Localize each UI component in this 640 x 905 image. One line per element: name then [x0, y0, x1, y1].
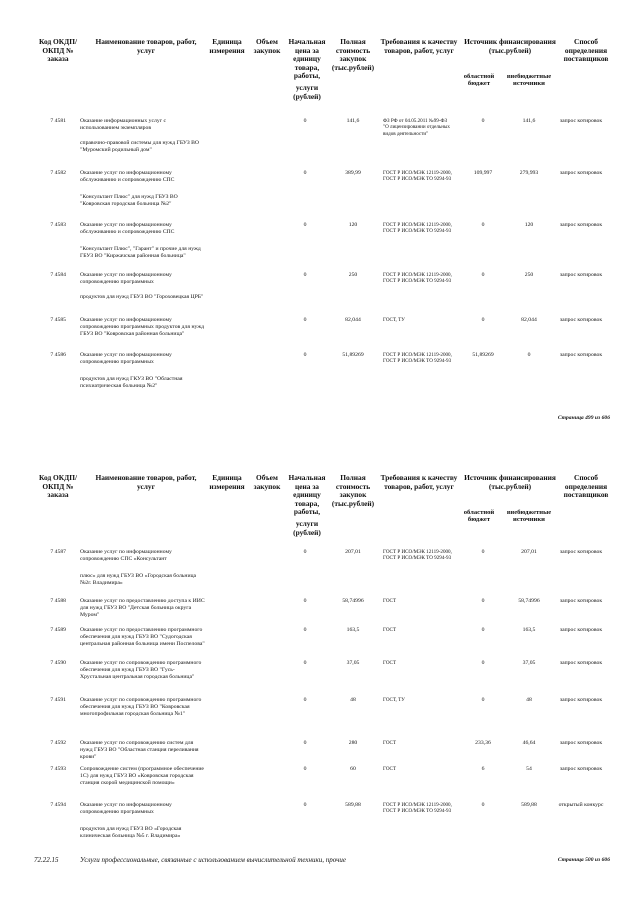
row-price: 0 [303, 352, 307, 358]
row-extra: 48 [526, 697, 532, 703]
row-extra: 589,88 [521, 802, 537, 808]
row-requirements: ГОСТ Р ИСО/МЭК 12119-2000, ГОСТ Р ИСО/МЭК ТО 9294-93 [383, 549, 452, 562]
row-method: запрос котировок [559, 272, 603, 278]
row-code: 7 4583 [50, 222, 66, 228]
row-price: 0 [303, 549, 307, 555]
header-funding: Источник финансирования (тыс.рублей) [464, 37, 556, 55]
row-requirements: ГОСТ [383, 598, 397, 604]
row-regional: 0 [481, 802, 485, 808]
row-regional: 6 [481, 766, 485, 772]
row-name: Оказание услуг по сопровождению программного обеспечения для нужд ГБУЗ ВО "Ковровская многопрофильная городская больница №1" [80, 697, 202, 718]
row-requirements: ГОСТ [383, 627, 397, 633]
row-regional: 109,997 [473, 170, 493, 176]
row-name: Оказание информационных услуг с использованием экземпляров [80, 118, 167, 132]
header-funding-regional: областной бюджет [463, 509, 495, 524]
row-extra: 82,044 [521, 317, 537, 323]
header-method: Способ определения поставщиков [563, 37, 609, 64]
row-full-cost: 141,6 [346, 118, 360, 124]
row-extra: 58,74996 [518, 598, 540, 604]
row-price: 0 [303, 170, 307, 176]
row-extra: 46,64 [522, 740, 536, 746]
header-name: Наименование товаров, работ, услуг [95, 473, 197, 491]
row-name-cont: продуктов для нужд ГКУЗ ВО "Областная психиатрическая больница №2" [80, 376, 183, 390]
row-price: 0 [303, 766, 307, 772]
row-requirements: ГОСТ [383, 740, 397, 746]
header-requirements: Требования к качеству товаров, работ, услуг [380, 473, 458, 491]
row-requirements: ГОСТ Р ИСО/МЭК 12119-2000, ГОСТ Р ИСО/МЭК ТО 9294-93 [383, 352, 452, 365]
header-name: Наименование товаров, работ, услуг [95, 37, 197, 55]
row-extra: 120 [524, 222, 534, 228]
row-price: 0 [303, 118, 307, 124]
row-full-cost: 163,5 [346, 627, 360, 633]
header-price: Начальная цена за единицу товара, работы, [288, 37, 326, 81]
header-funding-extra: внебюджетные источники [506, 73, 552, 88]
okpd-code: 72.22.15 [34, 856, 59, 864]
row-code: 7 4586 [50, 352, 66, 358]
row-name: Оказание услуг по информационному обслуживанию и сопровождению СПС [80, 222, 175, 236]
row-method: запрос котировок [559, 317, 603, 323]
row-full-cost: 51,89269 [342, 352, 364, 358]
row-name: Оказание услуг по сопровождению программного обеспечения для нужд ГБУЗ ВО "Гусь-Хрустальная центральная городская больница" [80, 660, 202, 681]
row-code: 7 4582 [50, 170, 66, 176]
row-name-cont: продуктов для нужд ГБУЗ ВО "Гороховецкая ЦРБ" [80, 294, 204, 300]
row-method: запрос котировок [559, 118, 603, 124]
row-code: 7 4584 [50, 272, 66, 278]
header-funding-extra: внебюджетные источники [506, 509, 552, 524]
row-extra: 37,05 [522, 660, 536, 666]
row-extra: 207,01 [521, 549, 537, 555]
row-full-cost: 82,044 [345, 317, 361, 323]
row-name: Оказание услуг по информационному сопровождению программных [80, 352, 172, 366]
row-code: 7 4592 [50, 740, 66, 746]
row-method: запрос котировок [559, 352, 603, 358]
row-name: Оказание услуг по информационному сопровождению программных [80, 272, 172, 286]
row-full-cost: 120 [348, 222, 358, 228]
header-unit: Единица измерения [209, 473, 245, 491]
row-method: запрос котировок [559, 170, 603, 176]
row-name-cont: продуктов для нужд ГБУЗ ВО «Городская клиническая больница №5 г. Владимира» [80, 826, 182, 840]
row-name: Сопровождение систем (программное обеспечение 1С) для нужд ГБУЗ ВО «Ковровская городская станция скорой медицинской помощи» [80, 766, 204, 787]
row-price: 0 [303, 317, 307, 323]
row-method: запрос котировок [559, 697, 603, 703]
row-requirements: ГОСТ, ТУ [383, 697, 405, 703]
row-method: запрос котировок [559, 627, 603, 633]
header-full-cost: Полная стоимость закупок (тыс.рублей) [331, 473, 375, 508]
row-full-cost: 207,01 [345, 549, 361, 555]
row-requirements: ГОСТ Р ИСО/МЭК 12119-2000, ГОСТ Р ИСО/МЭК ТО 9294-93 [383, 272, 452, 285]
header-code: Код ОКДП/ ОКПД № заказа [38, 37, 78, 64]
row-method: запрос котировок [559, 740, 603, 746]
row-method: открытый конкурс [558, 802, 604, 808]
row-price: 0 [303, 740, 307, 746]
row-name: Оказание услуг по предоставлению доступа к ИИС для нужд ГБУЗ ВО "Детская больница округа Муром" [80, 598, 205, 619]
row-price: 0 [303, 598, 307, 604]
row-code: 7 4585 [50, 317, 66, 323]
row-requirements: ГОСТ [383, 660, 397, 666]
header-method: Способ определения поставщиков [563, 473, 609, 500]
row-method: запрос котировок [559, 766, 603, 772]
header-price-tail: услуги (рублей) [293, 519, 321, 537]
row-name: Оказание услуг по предоставлению программного обеспечения для нужд ГБУЗ ВО "Судогодская центральная районная больница имени Поспелова" [80, 627, 205, 648]
header-volume: Объем закупок [253, 473, 281, 491]
row-regional: 0 [481, 222, 485, 228]
row-name: Оказание услуг по информационному обслуживанию и сопровождению СПС [80, 170, 175, 184]
row-regional: 0 [481, 317, 485, 323]
row-code: 7 4590 [50, 660, 66, 666]
row-name-cont: "Консультант Плюс" для нужд ГБУЗ ВО "Ковровская городская больница №2" [80, 194, 178, 208]
row-name-cont: "Консультант Плюс", "Гарант" и прочие для нужд ГБУЗ ВО "Киржачская районная больница" [80, 246, 201, 260]
row-regional: 0 [481, 660, 485, 666]
row-extra: 279,993 [519, 170, 539, 176]
row-name: Оказание услуг по информационному сопровождению программных [80, 802, 172, 816]
row-full-cost: 37,05 [346, 660, 360, 666]
row-price: 0 [303, 222, 307, 228]
row-method: запрос котировок [559, 549, 603, 555]
row-requirements: ГОСТ Р ИСО/МЭК 12119-2000, ГОСТ Р ИСО/МЭК ТО 9294-93 [383, 170, 452, 183]
row-code: 7 4593 [50, 766, 66, 772]
row-regional: 0 [481, 598, 485, 604]
row-name: Оказание услуг по информационному сопровождению СПС «Консультант [80, 549, 172, 563]
row-code: 7 4588 [50, 598, 66, 604]
row-code: 7 4587 [50, 549, 66, 555]
row-price: 0 [303, 272, 307, 278]
row-code: 7 4594 [50, 802, 66, 808]
header-funding: Источник финансирования (тыс.рублей) [464, 473, 556, 491]
header-unit: Единица измерения [209, 37, 245, 55]
row-full-cost: 60 [350, 766, 356, 772]
row-code: 7 4591 [50, 697, 66, 703]
row-regional: 0 [481, 627, 485, 633]
row-method: запрос котировок [559, 660, 603, 666]
row-full-cost: 250 [348, 272, 358, 278]
row-full-cost: 280 [348, 740, 358, 746]
header-volume: Объем закупок [253, 37, 281, 55]
row-method: запрос котировок [559, 598, 603, 604]
row-requirements: ГОСТ Р ИСО/МЭК 12119-2000, ГОСТ Р ИСО/МЭК ТО 9294-93 [383, 222, 452, 235]
row-price: 0 [303, 802, 307, 808]
row-full-cost: 58,74996 [342, 598, 364, 604]
row-full-cost: 389,99 [345, 170, 361, 176]
row-extra: 0 [527, 352, 531, 358]
header-requirements: Требования к качеству товаров, работ, услуг [380, 37, 458, 55]
row-full-cost: 48 [350, 697, 356, 703]
header-price-tail: услуги (рублей) [293, 83, 321, 101]
row-requirements: ГОСТ Р ИСО/МЭК 12119-2000, ГОСТ Р ИСО/МЭК ТО 9294-93 [383, 802, 452, 815]
row-code: 7 4581 [50, 118, 66, 124]
row-extra: 163,5 [522, 627, 536, 633]
header-funding-regional: областной бюджет [463, 73, 495, 88]
row-regional: 0 [481, 697, 485, 703]
header-full-cost: Полная стоимость закупок (тыс.рублей) [331, 37, 375, 72]
row-regional: 0 [481, 118, 485, 124]
row-price: 0 [303, 627, 307, 633]
row-code: 7 4589 [50, 627, 66, 633]
page2-page-number: Страница 500 из 606 [557, 857, 610, 863]
row-regional: 51,89269 [472, 352, 494, 358]
row-price: 0 [303, 660, 307, 666]
row-requirements: ФЗ РФ от 04.05.2011 №99-ФЗ "О лицензировании отдельных видов деятельности" [383, 118, 450, 137]
page1-page-number: Страница 499 из 606 [557, 415, 610, 421]
header-code: Код ОКДП/ ОКПД № заказа [38, 473, 78, 500]
row-requirements: ГОСТ [383, 766, 397, 772]
okpd-description: Услуги профессиональные, связанные с использованием вычислительной техники, прочие [80, 856, 347, 864]
row-name: Оказание услуг по сопровождению систем для нужд ГБУЗ ВО "Областная станция переливания крови" [80, 740, 199, 761]
row-regional: 233,36 [475, 740, 491, 746]
row-method: запрос котировок [559, 222, 603, 228]
row-name-cont: справочно-правовой системы для нужд ГБУЗ ВО "Муромский родильный дом" [80, 140, 200, 154]
row-extra: 141,6 [522, 118, 536, 124]
row-regional: 0 [481, 549, 485, 555]
row-full-cost: 589,88 [345, 802, 361, 808]
row-name-cont: плюс» для нужд ГБУЗ ВО «Городская больница №2г. Владимира» [80, 573, 197, 587]
row-name: Оказание услуг по информационному сопровождению программных продуктов для нужд ГБУЗ ВО "Ковровская районная больница" [80, 317, 205, 338]
row-extra: 250 [524, 272, 534, 278]
row-extra: 54 [526, 766, 532, 772]
row-requirements: ГОСТ, ТУ [383, 317, 405, 323]
row-regional: 0 [481, 272, 485, 278]
header-price: Начальная цена за единицу товара, работы, [288, 473, 326, 517]
row-price: 0 [303, 697, 307, 703]
